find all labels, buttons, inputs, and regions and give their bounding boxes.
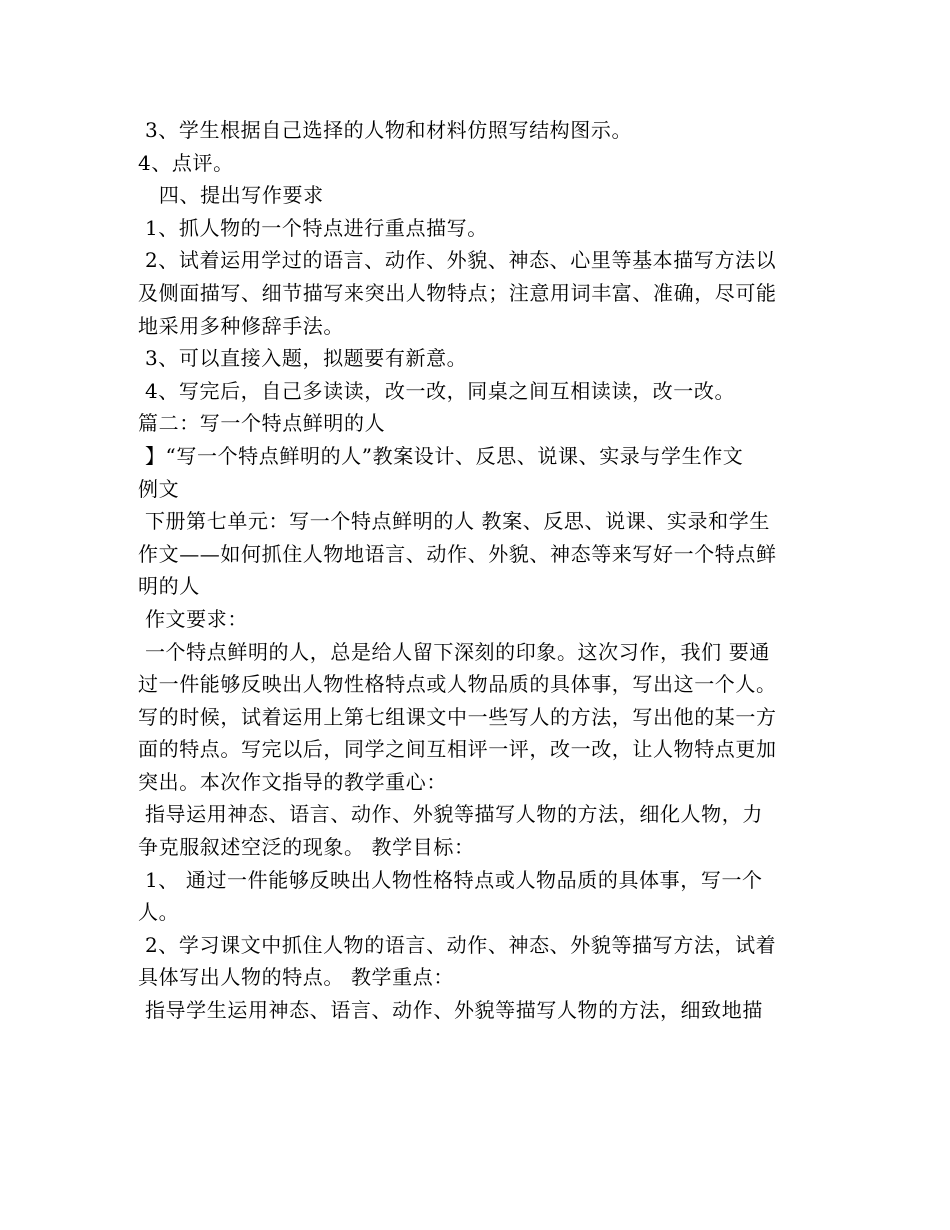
- text-line: 3、可以直接入题，拟题要有新意。: [138, 346, 468, 371]
- text-line: 过一件能够反映出人物性格特点或人物品质的具体事，写出这一个人。: [138, 672, 777, 697]
- text-line: 明的人: [138, 574, 200, 599]
- text-line: 下册第七单元：写一个特点鲜明的人 教案、反思、说课、实录和学生: [138, 509, 770, 534]
- document-body: [138, 114, 818, 1027]
- text-line: 及侧面描写、细节描写来突出人物特点；注意用词丰富、准确，尽可能: [138, 280, 777, 305]
- text-line: 2、学习课文中抓住人物的语言、动作、神态、外貌等描写方法，试着: [138, 932, 777, 957]
- text-line: 面的特点。写完以后，同学之间互相评一评，改一改，让人物特点更加: [138, 737, 777, 762]
- text-line: 3、学生根据自己选择的人物和材料仿照写结构图示。: [138, 118, 633, 142]
- text-line: 争克服叙述空泛的现象。 教学目标：: [138, 835, 475, 860]
- text-line: 指导运用神态、语言、动作、外貌等描写人物的方法，细化人物，力: [138, 802, 763, 827]
- text-line: 作文——如何抓住人物地语言、动作、外貌、神态等来写好一个特点鲜: [138, 541, 777, 566]
- text-line: 】“写一个特点鲜明的人”教案设计、反思、说课、实录与学生作文: [138, 443, 744, 468]
- section-heading: 四、提出写作要求: [138, 183, 324, 208]
- text-line: 4、点评。: [138, 150, 234, 175]
- text-line: 写的时候，试着运用上第七组课文中一些写人的方法，写出他的某一方: [138, 704, 777, 729]
- text-line: 1、 通过一件能够反映出人物性格特点或人物品质的具体事，写一个: [138, 867, 763, 892]
- text-line: 突出。本次作文指导的教学重心：: [138, 769, 447, 794]
- text-line: 例文: [138, 476, 180, 501]
- chapter-title: 篇二：写一个特点鲜明的人: [138, 411, 386, 436]
- text-line: 1、抓人物的一个特点进行重点描写。: [138, 215, 488, 240]
- text-line: 2、试着运用学过的语言、动作、外貌、神态、心里等基本描写方法以: [138, 248, 777, 273]
- text-line: 地采用多种修辞手法。: [138, 313, 344, 338]
- text-line: 4、写完后，自己多读读，改一改，同桌之间互相读读，改一改。: [138, 378, 736, 403]
- text-line: 指导学生运用神态、语言、动作、外貌等描写人物的方法，细致地描: [138, 998, 763, 1023]
- text-line: 人。: [138, 900, 180, 925]
- text-line: 一个特点鲜明的人，总是给人留下深刻的印象。这次习作，我们 要通: [138, 639, 770, 664]
- section-heading: 作文要求：: [138, 606, 248, 631]
- text-line: 具体写出人物的特点。 教学重点：: [138, 965, 454, 990]
